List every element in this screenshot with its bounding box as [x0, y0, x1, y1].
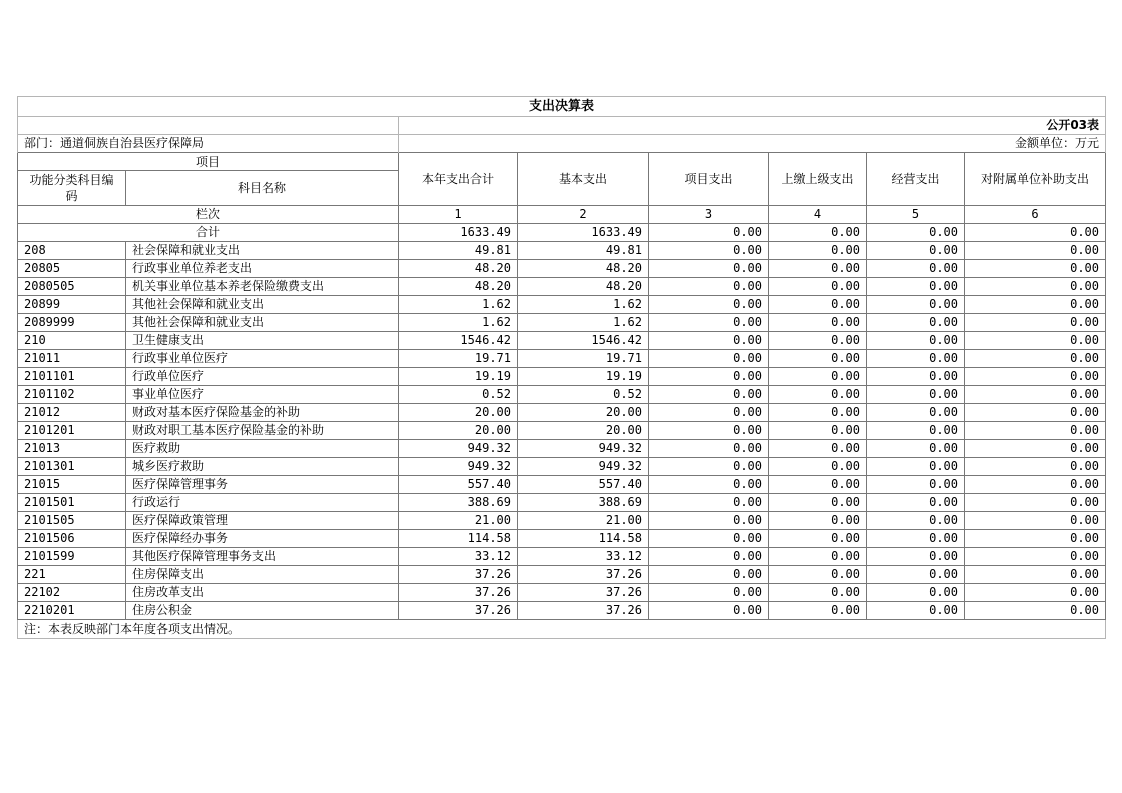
- cell-operating: 0.00: [867, 260, 965, 278]
- cell-upper: 0.00: [769, 494, 867, 512]
- cell-subsidy: 0.00: [965, 530, 1106, 548]
- cell-name: 医疗保障政策管理: [126, 512, 399, 530]
- cell-operating: 0.00: [867, 530, 965, 548]
- total-upper: 0.00: [769, 224, 867, 242]
- cell-operating: 0.00: [867, 566, 965, 584]
- cell-code: 22102: [18, 584, 126, 602]
- cell-code: 2101201: [18, 422, 126, 440]
- cell-total: 1.62: [399, 296, 518, 314]
- header-code: 功能分类科目编码: [18, 171, 126, 206]
- cell-code: 2101599: [18, 548, 126, 566]
- cell-subsidy: 0.00: [965, 350, 1106, 368]
- cell-basic: 557.40: [518, 476, 649, 494]
- cell-operating: 0.00: [867, 440, 965, 458]
- cell-project: 0.00: [649, 386, 769, 404]
- header-name: 科目名称: [126, 171, 399, 206]
- cell-operating: 0.00: [867, 548, 965, 566]
- cell-name: 社会保障和就业支出: [126, 242, 399, 260]
- cell-upper: 0.00: [769, 368, 867, 386]
- cell-upper: 0.00: [769, 530, 867, 548]
- header-item: 项目: [18, 153, 399, 171]
- column-index-6: 6: [965, 206, 1106, 224]
- cell-project: 0.00: [649, 584, 769, 602]
- cell-upper: 0.00: [769, 548, 867, 566]
- cell-total: 949.32: [399, 440, 518, 458]
- cell-name: 医疗救助: [126, 440, 399, 458]
- cell-name: 住房保障支出: [126, 566, 399, 584]
- header-total: 本年支出合计: [399, 153, 518, 206]
- cell-project: 0.00: [649, 422, 769, 440]
- cell-subsidy: 0.00: [965, 368, 1106, 386]
- cell-total: 37.26: [399, 584, 518, 602]
- cell-basic: 388.69: [518, 494, 649, 512]
- cell-total: 37.26: [399, 602, 518, 620]
- cell-total: 37.26: [399, 566, 518, 584]
- cell-name: 机关事业单位基本养老保险缴费支出: [126, 278, 399, 296]
- cell-subsidy: 0.00: [965, 332, 1106, 350]
- cell-code: 2101101: [18, 368, 126, 386]
- cell-basic: 48.20: [518, 278, 649, 296]
- total-subsidy: 0.00: [965, 224, 1106, 242]
- cell-subsidy: 0.00: [965, 458, 1106, 476]
- cell-total: 1546.42: [399, 332, 518, 350]
- cell-upper: 0.00: [769, 242, 867, 260]
- table-row: [18, 440, 1106, 458]
- cell-operating: 0.00: [867, 386, 965, 404]
- cell-code: 210: [18, 332, 126, 350]
- cell-upper: 0.00: [769, 476, 867, 494]
- column-index-1: 1: [399, 206, 518, 224]
- cell-project: 0.00: [649, 476, 769, 494]
- cell-basic: 1546.42: [518, 332, 649, 350]
- table-row: [18, 368, 1106, 386]
- cell-basic: 48.20: [518, 260, 649, 278]
- cell-basic: 949.32: [518, 440, 649, 458]
- table-row: [18, 566, 1106, 584]
- cell-total: 19.19: [399, 368, 518, 386]
- header-upper: 上缴上级支出: [769, 153, 867, 206]
- cell-project: 0.00: [649, 494, 769, 512]
- cell-name: 行政单位医疗: [126, 368, 399, 386]
- cell-name: 其他医疗保障管理事务支出: [126, 548, 399, 566]
- cell-project: 0.00: [649, 278, 769, 296]
- cell-upper: 0.00: [769, 296, 867, 314]
- cell-subsidy: 0.00: [965, 602, 1106, 620]
- column-index-4: 4: [769, 206, 867, 224]
- cell-subsidy: 0.00: [965, 278, 1106, 296]
- cell-project: 0.00: [649, 350, 769, 368]
- cell-total: 20.00: [399, 404, 518, 422]
- cell-total: 20.00: [399, 422, 518, 440]
- cell-total: 949.32: [399, 458, 518, 476]
- cell-project: 0.00: [649, 530, 769, 548]
- cell-code: 21015: [18, 476, 126, 494]
- cell-total: 0.52: [399, 386, 518, 404]
- cell-subsidy: 0.00: [965, 404, 1106, 422]
- cell-basic: 37.26: [518, 584, 649, 602]
- cell-code: 2089999: [18, 314, 126, 332]
- cell-basic: 0.52: [518, 386, 649, 404]
- cell-subsidy: 0.00: [965, 314, 1106, 332]
- cell-operating: 0.00: [867, 242, 965, 260]
- cell-operating: 0.00: [867, 314, 965, 332]
- cell-project: 0.00: [649, 512, 769, 530]
- column-index-5: 5: [867, 206, 965, 224]
- table-row: [18, 512, 1106, 530]
- cell-operating: 0.00: [867, 458, 965, 476]
- cell-name: 其他社会保障和就业支出: [126, 314, 399, 332]
- cell-code: 21013: [18, 440, 126, 458]
- unit-label: 金额单位：万元: [399, 135, 1106, 153]
- cell-operating: 0.00: [867, 494, 965, 512]
- cell-operating: 0.00: [867, 296, 965, 314]
- cell-basic: 21.00: [518, 512, 649, 530]
- cell-operating: 0.00: [867, 602, 965, 620]
- cell-name: 住房公积金: [126, 602, 399, 620]
- cell-upper: 0.00: [769, 278, 867, 296]
- cell-code: 208: [18, 242, 126, 260]
- cell-code: 2101102: [18, 386, 126, 404]
- cell-code: 20899: [18, 296, 126, 314]
- cell-basic: 114.58: [518, 530, 649, 548]
- cell-subsidy: 0.00: [965, 296, 1106, 314]
- cell-operating: 0.00: [867, 278, 965, 296]
- cell-project: 0.00: [649, 404, 769, 422]
- cell-basic: 1.62: [518, 314, 649, 332]
- header-basic: 基本支出: [518, 153, 649, 206]
- cell-code: 20805: [18, 260, 126, 278]
- cell-upper: 0.00: [769, 314, 867, 332]
- cell-total: 33.12: [399, 548, 518, 566]
- cell-basic: 33.12: [518, 548, 649, 566]
- department-label: 部门：通道侗族自治县医疗保障局: [18, 135, 399, 153]
- table-row: [18, 548, 1106, 566]
- header-project: 项目支出: [649, 153, 769, 206]
- cell-code: 2080505: [18, 278, 126, 296]
- cell-upper: 0.00: [769, 404, 867, 422]
- cell-name: 财政对职工基本医疗保险基金的补助: [126, 422, 399, 440]
- cell-operating: 0.00: [867, 332, 965, 350]
- expenditure-final-accounts-sheet: [17, 96, 1105, 639]
- cell-subsidy: 0.00: [965, 422, 1106, 440]
- cell-subsidy: 0.00: [965, 476, 1106, 494]
- table-row: [18, 494, 1106, 512]
- cell-subsidy: 0.00: [965, 260, 1106, 278]
- table-row: [18, 242, 1106, 260]
- cell-basic: 20.00: [518, 404, 649, 422]
- table-row: [18, 584, 1106, 602]
- cell-basic: 20.00: [518, 422, 649, 440]
- cell-subsidy: 0.00: [965, 566, 1106, 584]
- cell-project: 0.00: [649, 296, 769, 314]
- cell-name: 财政对基本医疗保险基金的补助: [126, 404, 399, 422]
- total-row: [18, 224, 1106, 242]
- cell-subsidy: 0.00: [965, 440, 1106, 458]
- cell-operating: 0.00: [867, 512, 965, 530]
- cell-basic: 37.26: [518, 602, 649, 620]
- total-project: 0.00: [649, 224, 769, 242]
- cell-total: 1.62: [399, 314, 518, 332]
- table-row: [18, 404, 1106, 422]
- cell-operating: 0.00: [867, 584, 965, 602]
- header-subsidy: 对附属单位补助支出: [965, 153, 1106, 206]
- cell-subsidy: 0.00: [965, 512, 1106, 530]
- cell-operating: 0.00: [867, 422, 965, 440]
- table-title: 支出决算表: [18, 97, 1106, 117]
- total-basic: 1633.49: [518, 224, 649, 242]
- cell-project: 0.00: [649, 566, 769, 584]
- cell-subsidy: 0.00: [965, 548, 1106, 566]
- cell-subsidy: 0.00: [965, 584, 1106, 602]
- cell-project: 0.00: [649, 260, 769, 278]
- cell-project: 0.00: [649, 458, 769, 476]
- expenditure-table: [17, 96, 1106, 639]
- cell-basic: 19.19: [518, 368, 649, 386]
- cell-name: 行政事业单位医疗: [126, 350, 399, 368]
- table-row: [18, 278, 1106, 296]
- cell-code: 2101505: [18, 512, 126, 530]
- cell-project: 0.00: [649, 314, 769, 332]
- cell-total: 114.58: [399, 530, 518, 548]
- cell-code: 21011: [18, 350, 126, 368]
- cell-total: 48.20: [399, 260, 518, 278]
- cell-name: 城乡医疗救助: [126, 458, 399, 476]
- cell-total: 557.40: [399, 476, 518, 494]
- cell-basic: 37.26: [518, 566, 649, 584]
- cell-upper: 0.00: [769, 260, 867, 278]
- cell-project: 0.00: [649, 440, 769, 458]
- table-row: [18, 476, 1106, 494]
- blank-cell: [18, 117, 399, 135]
- cell-code: 2101506: [18, 530, 126, 548]
- cell-total: 49.81: [399, 242, 518, 260]
- cell-subsidy: 0.00: [965, 242, 1106, 260]
- cell-upper: 0.00: [769, 422, 867, 440]
- cell-upper: 0.00: [769, 440, 867, 458]
- cell-upper: 0.00: [769, 584, 867, 602]
- cell-total: 48.20: [399, 278, 518, 296]
- cell-code: 2210201: [18, 602, 126, 620]
- cell-operating: 0.00: [867, 350, 965, 368]
- table-row: [18, 296, 1106, 314]
- table-row: [18, 260, 1106, 278]
- cell-project: 0.00: [649, 602, 769, 620]
- table-row: [18, 422, 1106, 440]
- cell-subsidy: 0.00: [965, 494, 1106, 512]
- table-note: 注：本表反映部门本年度各项支出情况。: [18, 620, 1106, 639]
- table-row: [18, 332, 1106, 350]
- table-row: [18, 458, 1106, 476]
- header-operating: 经营支出: [867, 153, 965, 206]
- cell-upper: 0.00: [769, 512, 867, 530]
- table-row: [18, 350, 1106, 368]
- cell-operating: 0.00: [867, 404, 965, 422]
- cell-upper: 0.00: [769, 332, 867, 350]
- cell-operating: 0.00: [867, 368, 965, 386]
- cell-basic: 49.81: [518, 242, 649, 260]
- cell-upper: 0.00: [769, 386, 867, 404]
- cell-code: 2101301: [18, 458, 126, 476]
- cell-project: 0.00: [649, 332, 769, 350]
- cell-upper: 0.00: [769, 566, 867, 584]
- cell-total: 388.69: [399, 494, 518, 512]
- cell-code: 221: [18, 566, 126, 584]
- column-index-3: 3: [649, 206, 769, 224]
- cell-project: 0.00: [649, 548, 769, 566]
- cell-total: 21.00: [399, 512, 518, 530]
- total-operating: 0.00: [867, 224, 965, 242]
- total-label: 合计: [18, 224, 399, 242]
- form-tag: 公开03表: [399, 117, 1106, 135]
- table-row: [18, 314, 1106, 332]
- table-row: [18, 602, 1106, 620]
- cell-subsidy: 0.00: [965, 386, 1106, 404]
- cell-basic: 949.32: [518, 458, 649, 476]
- cell-project: 0.00: [649, 242, 769, 260]
- cell-name: 事业单位医疗: [126, 386, 399, 404]
- cell-project: 0.00: [649, 368, 769, 386]
- cell-name: 行政事业单位养老支出: [126, 260, 399, 278]
- cell-code: 21012: [18, 404, 126, 422]
- cell-code: 2101501: [18, 494, 126, 512]
- cell-name: 卫生健康支出: [126, 332, 399, 350]
- cell-name: 医疗保障管理事务: [126, 476, 399, 494]
- cell-upper: 0.00: [769, 602, 867, 620]
- cell-total: 19.71: [399, 350, 518, 368]
- column-index-2: 2: [518, 206, 649, 224]
- cell-upper: 0.00: [769, 458, 867, 476]
- cell-name: 住房改革支出: [126, 584, 399, 602]
- cell-basic: 19.71: [518, 350, 649, 368]
- table-row: [18, 386, 1106, 404]
- total-total: 1633.49: [399, 224, 518, 242]
- cell-name: 其他社会保障和就业支出: [126, 296, 399, 314]
- cell-operating: 0.00: [867, 476, 965, 494]
- cell-upper: 0.00: [769, 350, 867, 368]
- column-index-label: 栏次: [18, 206, 399, 224]
- cell-name: 医疗保障经办事务: [126, 530, 399, 548]
- cell-basic: 1.62: [518, 296, 649, 314]
- table-row: [18, 530, 1106, 548]
- cell-name: 行政运行: [126, 494, 399, 512]
